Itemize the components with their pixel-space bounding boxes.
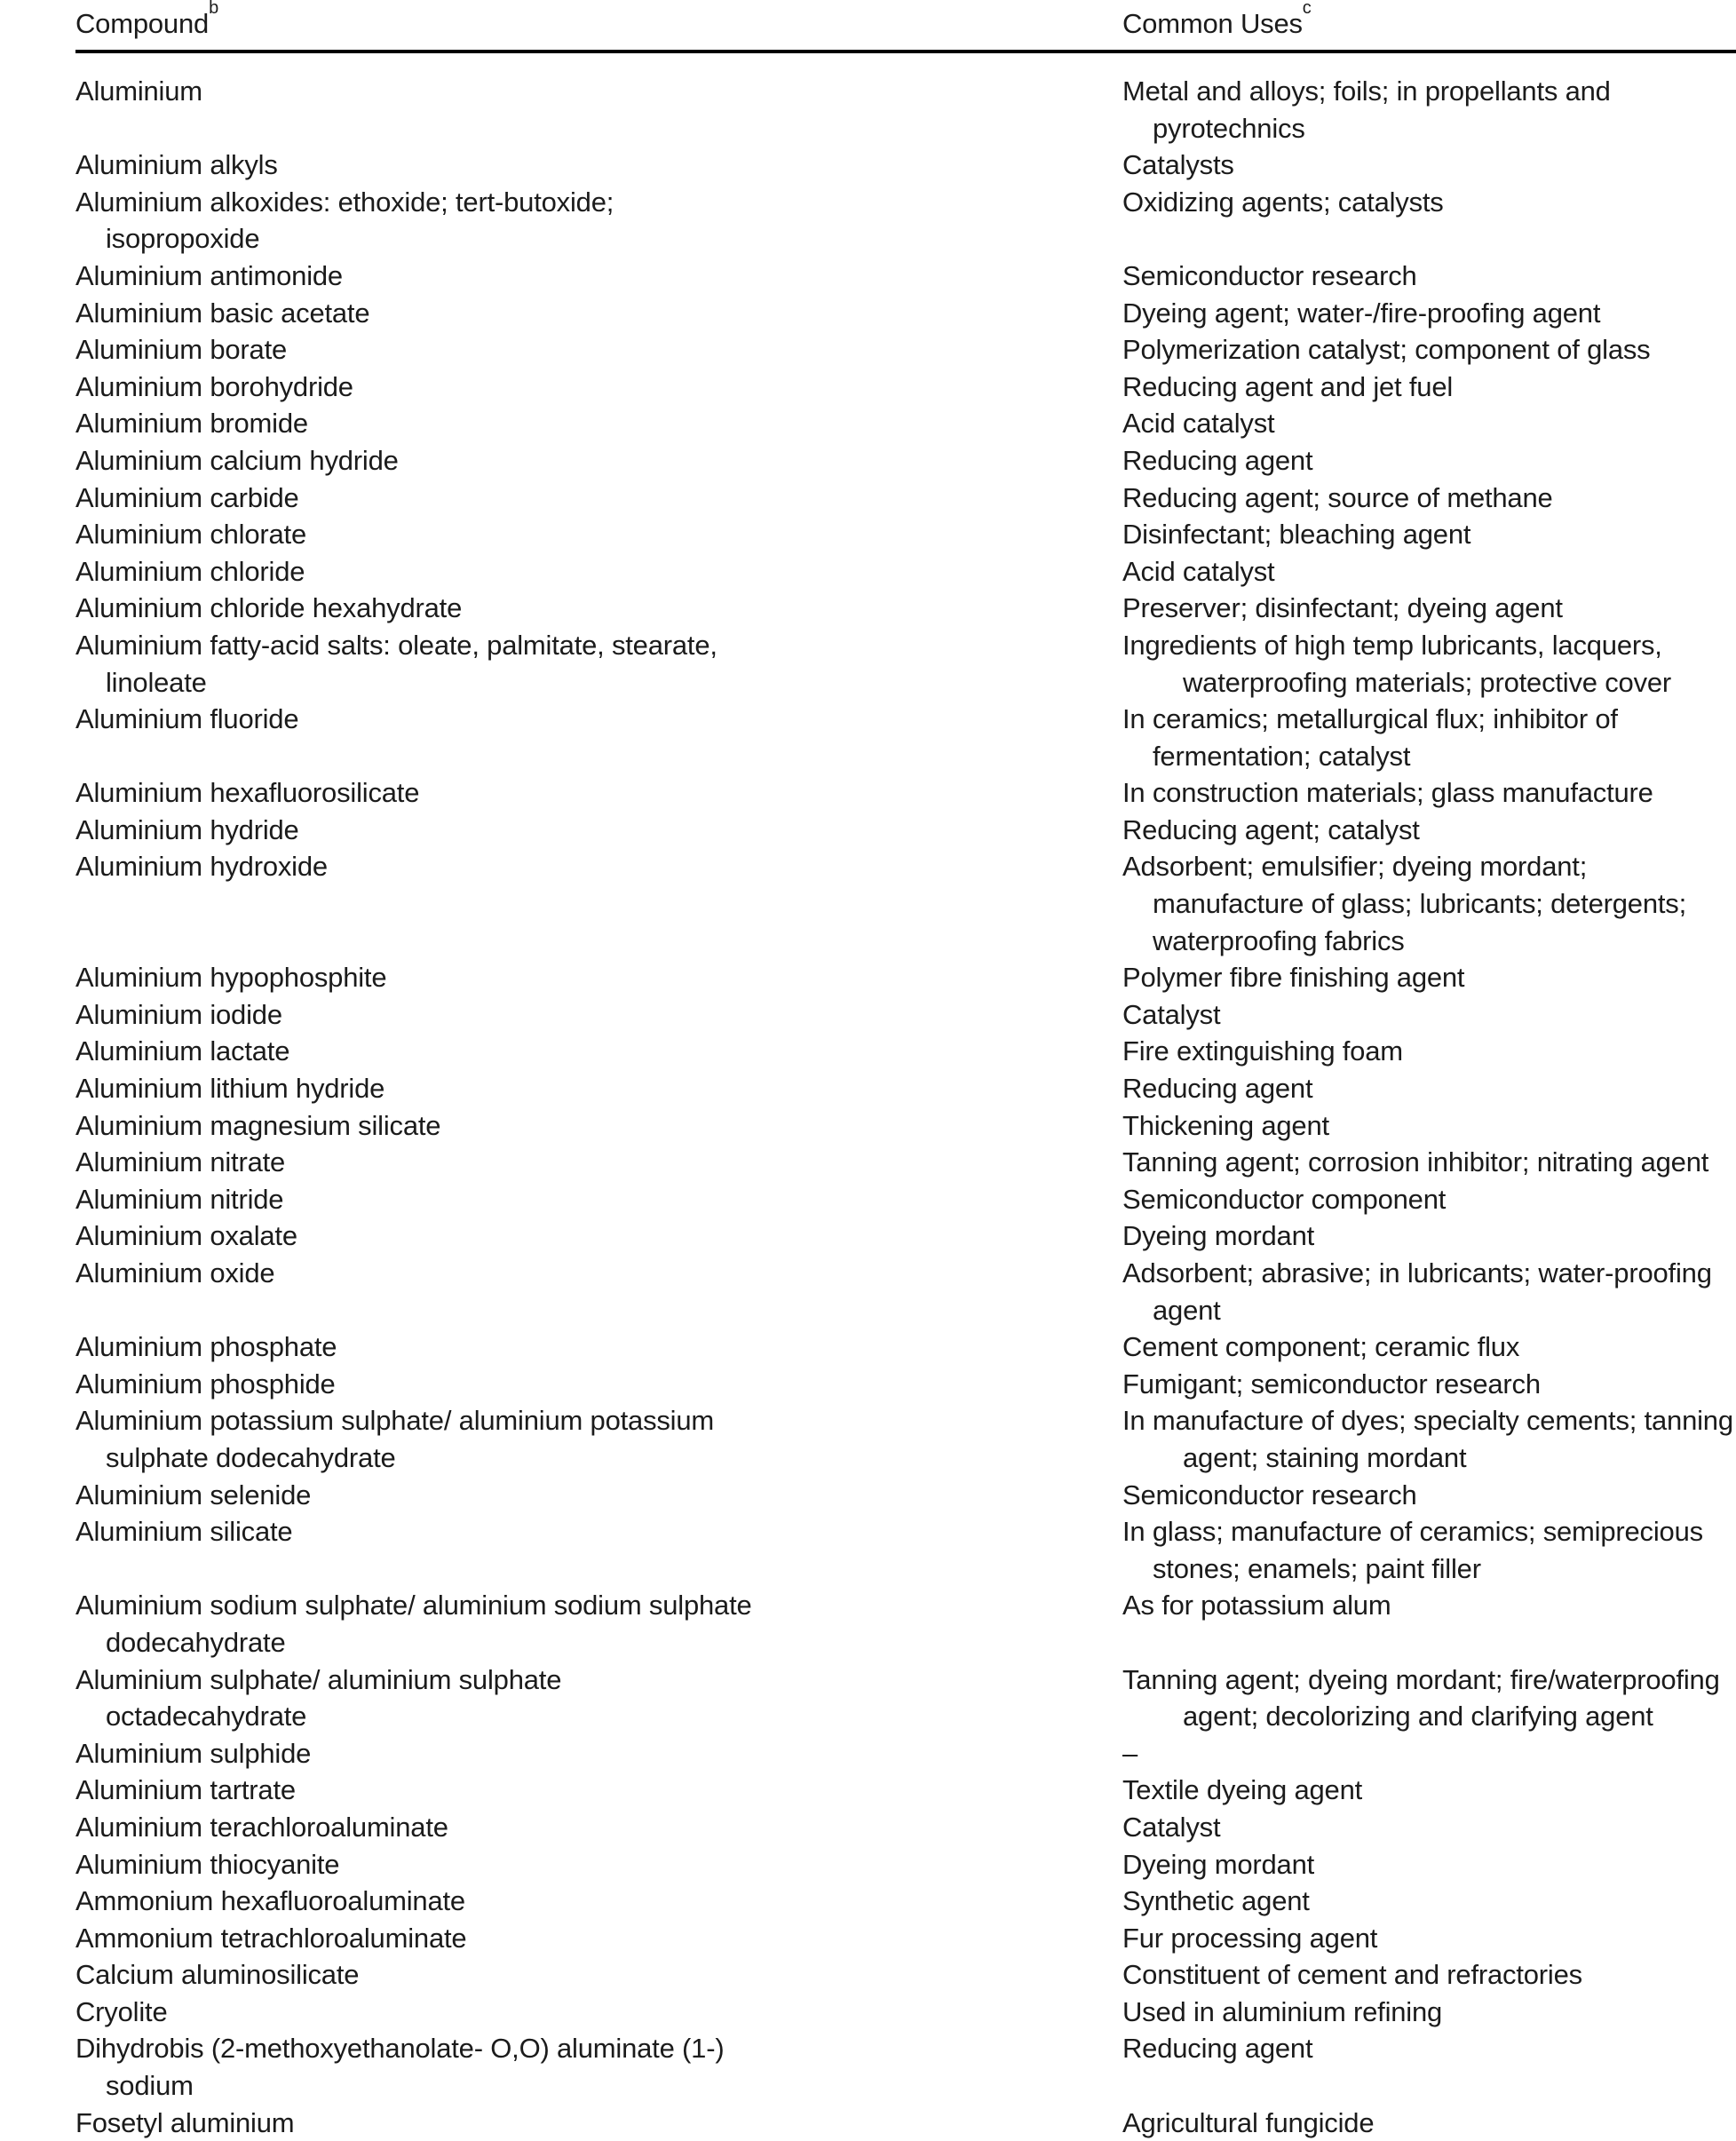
table-row xyxy=(0,1883,1736,1920)
uses-cell: Used in aluminium refining xyxy=(1122,1995,1443,2027)
compound-cell: Aluminium sulphate/ aluminium sulphate xyxy=(75,1663,562,1695)
uses-cell: Reducing agent xyxy=(1122,444,1313,476)
compound-cell: Aluminium nitrate xyxy=(75,1146,286,1178)
table-row xyxy=(0,1328,1736,1366)
table-row xyxy=(0,1550,1736,1588)
compound-cell: octadecahydrate xyxy=(106,1701,307,1733)
uses-cell: Agricultural fungicide xyxy=(1122,2106,1375,2138)
compound-cell: Aluminium chlorate xyxy=(75,519,307,551)
table-row xyxy=(0,1735,1736,1772)
table-row xyxy=(0,1624,1736,1661)
uses-cell: waterproofing materials; protective cover xyxy=(1183,666,1672,698)
table-row xyxy=(0,442,1736,480)
table-row xyxy=(0,147,1736,184)
compound-cell: Aluminium fatty-acid salts: oleate, palmitate, stearate, xyxy=(75,629,717,661)
table-row xyxy=(0,1144,1736,1181)
compound-cell: Aluminium sodium sulphate/ aluminium sodium sulphate xyxy=(75,1590,752,1622)
uses-cell: Adsorbent; emulsifier; dyeing mordant; xyxy=(1122,851,1588,883)
compound-cell: Aluminium lactate xyxy=(75,1035,290,1067)
compound-cell: Aluminium magnesium silicate xyxy=(75,1109,441,1141)
table-row xyxy=(0,480,1736,517)
table-row xyxy=(0,295,1736,332)
uses-cell: In ceramics; metallurgical flux; inhibitor of xyxy=(1122,703,1618,735)
table-row xyxy=(0,1033,1736,1070)
compound-cell xyxy=(75,110,1122,147)
uses-cell: Acid catalyst xyxy=(1122,555,1275,587)
table-row xyxy=(0,996,1736,1034)
compound-cell: Aluminium sulphide xyxy=(75,1737,312,1769)
table-row xyxy=(0,1366,1736,1403)
uses-cell: Reducing agent xyxy=(1122,2033,1313,2065)
table-row xyxy=(0,1439,1736,1477)
uses-cell: Semiconductor research xyxy=(1122,259,1417,291)
table-row xyxy=(0,701,1736,738)
uses-cell: Semiconductor component xyxy=(1122,1183,1447,1215)
column-header-common-uses xyxy=(1122,0,1312,42)
uses-cell: Synthetic agent xyxy=(1122,1885,1310,1917)
compound-cell: Aluminium fluoride xyxy=(75,703,299,735)
table-row xyxy=(0,959,1736,996)
table-row xyxy=(0,553,1736,591)
compound-cell: Aluminium oxide xyxy=(75,1257,275,1289)
compound-cell: Aluminium xyxy=(75,75,202,107)
uses-cell: Tanning agent; dyeing mordant; fire/waterproofing xyxy=(1122,1663,1720,1695)
table-row xyxy=(0,1809,1736,1846)
uses-cell: Polymer fibre finishing agent xyxy=(1122,962,1465,994)
uses-cell: Thickening agent xyxy=(1122,1109,1329,1141)
table-row xyxy=(0,1846,1736,1883)
uses-cell: Reducing agent xyxy=(1122,1073,1313,1105)
compound-cell: Aluminium borate xyxy=(75,334,288,366)
uses-cell: stones; enamels; paint filler xyxy=(1153,1552,1481,1584)
table-row xyxy=(0,1513,1736,1550)
table-row xyxy=(0,369,1736,406)
compound-cell: Cryolite xyxy=(75,1995,168,2027)
compound-cell xyxy=(75,738,1122,775)
compound-cell: Aluminium phosphate xyxy=(75,1331,337,1363)
compound-cell: dodecahydrate xyxy=(106,1626,286,1658)
table-row xyxy=(0,812,1736,849)
compound-cell: Aluminium hypophosphite xyxy=(75,962,387,994)
compound-cell: Aluminium silicate xyxy=(75,1516,293,1548)
compound-cell: Aluminium terachloroaluminate xyxy=(75,1811,448,1843)
uses-cell: fermentation; catalyst xyxy=(1153,740,1411,772)
uses-cell: waterproofing fabrics xyxy=(1153,924,1405,956)
table-row xyxy=(0,1255,1736,1292)
uses-cell: Adsorbent; abrasive; in lubricants; water-proofing xyxy=(1122,1257,1712,1289)
uses-cell: – xyxy=(1122,1737,1138,1769)
uses-cell: In construction materials; glass manufacture xyxy=(1122,777,1653,809)
table-row xyxy=(0,2067,1736,2105)
uses-cell: pyrotechnics xyxy=(1153,112,1305,144)
compound-cell: Ammonium hexafluoroaluminate xyxy=(75,1885,465,1917)
uses-cell: Polymerization catalyst; component of glass xyxy=(1122,334,1651,366)
uses-cell: Constituent of cement and refractories xyxy=(1122,1959,1582,1991)
compound-cell: Aluminium hydroxide xyxy=(75,851,328,883)
table-row xyxy=(0,73,1736,110)
table-row xyxy=(0,331,1736,369)
header-rule xyxy=(75,50,1736,53)
table-row xyxy=(0,1292,1736,1329)
table-row xyxy=(0,774,1736,812)
uses-cell: Fur processing agent xyxy=(1122,1922,1378,1954)
table-row xyxy=(0,1772,1736,1809)
compound-cell: Aluminium hydride xyxy=(75,813,299,845)
uses-cell: Dyeing agent; water-/fire-proofing agent xyxy=(1122,297,1601,329)
compound-cell xyxy=(75,1550,1122,1588)
table-body xyxy=(0,73,1736,2141)
compound-cell xyxy=(75,885,1122,923)
uses-cell: Fumigant; semiconductor research xyxy=(1122,1368,1541,1400)
compound-cell: Aluminium lithium hydride xyxy=(75,1073,385,1105)
table-row xyxy=(0,1181,1736,1218)
compound-cell: isopropoxide xyxy=(106,223,260,255)
uses-cell: Semiconductor research xyxy=(1122,1479,1417,1511)
uses-cell: As for potassium alum xyxy=(1122,1590,1391,1622)
uses-cell: Disinfectant; bleaching agent xyxy=(1122,519,1471,551)
table-row xyxy=(0,2105,1736,2141)
compound-header-label: Compound xyxy=(75,8,210,39)
table-row xyxy=(0,1107,1736,1145)
compound-cell: Aluminium thiocyanite xyxy=(75,1848,340,1880)
uses-cell: Catalysts xyxy=(1122,149,1234,181)
compound-cell: Aluminium calcium hydride xyxy=(75,444,399,476)
compound-cell: Aluminium nitride xyxy=(75,1183,284,1215)
table-row xyxy=(0,405,1736,442)
table-row xyxy=(0,1698,1736,1735)
table-row xyxy=(0,1070,1736,1107)
compound-cell: Aluminium potassium sulphate/ aluminium potassium xyxy=(75,1405,715,1437)
table-row xyxy=(0,627,1736,664)
compound-cell: Aluminium chloride hexahydrate xyxy=(75,592,463,624)
compound-cell xyxy=(75,1292,1122,1329)
uses-cell: Reducing agent and jet fuel xyxy=(1122,370,1454,402)
table-row xyxy=(0,1920,1736,1957)
uses-cell: Preserver; disinfectant; dyeing agent xyxy=(1122,592,1563,624)
uses-cell: Catalyst xyxy=(1122,1811,1221,1843)
compound-cell: Calcium aluminosilicate xyxy=(75,1959,360,1991)
compound-header-footnote-marker: b xyxy=(209,0,219,18)
table-row xyxy=(0,184,1736,221)
compound-cell: Aluminium alkyls xyxy=(75,149,278,181)
compound-cell: Aluminium antimonide xyxy=(75,259,343,291)
compound-cell: Aluminium basic acetate xyxy=(75,297,370,329)
table-row xyxy=(0,110,1736,147)
compound-cell xyxy=(75,923,1122,960)
uses-cell: Textile dyeing agent xyxy=(1122,1774,1363,1806)
table-row xyxy=(0,923,1736,960)
compound-cell: Aluminium borohydride xyxy=(75,370,353,402)
uses-cell: Metal and alloys; foils; in propellants and xyxy=(1122,75,1611,107)
compound-cell: Aluminium oxalate xyxy=(75,1220,297,1252)
compound-cell: Aluminium iodide xyxy=(75,998,282,1030)
table-row xyxy=(0,1477,1736,1514)
table-row xyxy=(0,220,1736,258)
uses-cell: Catalyst xyxy=(1122,998,1221,1030)
uses-cell: Ingredients of high temp lubricants, lacquers, xyxy=(1122,629,1662,661)
common-uses-header-footnote-marker: c xyxy=(1302,0,1312,18)
uses-cell: agent xyxy=(1153,1294,1221,1326)
uses-cell: In glass; manufacture of ceramics; semiprecious xyxy=(1122,1516,1703,1548)
table-row xyxy=(0,1956,1736,1994)
compound-cell: Aluminium tartrate xyxy=(75,1774,296,1806)
table-row xyxy=(0,1402,1736,1439)
compound-cell: Aluminium chloride xyxy=(75,555,305,587)
table-row xyxy=(0,1661,1736,1699)
table-row xyxy=(0,848,1736,885)
compound-cell: Aluminium hexafluorosilicate xyxy=(75,777,420,809)
table-row xyxy=(0,738,1736,775)
compound-cell: sodium xyxy=(106,2070,194,2102)
table-row xyxy=(0,885,1736,923)
uses-cell: Tanning agent; corrosion inhibitor; nitrating agent xyxy=(1122,1146,1709,1178)
table-row xyxy=(0,590,1736,627)
compound-cell: Aluminium bromide xyxy=(75,408,308,440)
compound-cell: linoleate xyxy=(106,666,207,698)
table-row xyxy=(0,1217,1736,1255)
column-header-compound xyxy=(75,0,1122,42)
uses-cell: Reducing agent; catalyst xyxy=(1122,813,1420,845)
table-header-row xyxy=(0,0,1736,42)
uses-cell: agent; decolorizing and clarifying agent xyxy=(1183,1701,1653,1733)
compound-cell: Aluminium phosphide xyxy=(75,1368,336,1400)
uses-cell: In manufacture of dyes; specialty cements; tanning xyxy=(1122,1405,1733,1437)
compound-cell: Aluminium selenide xyxy=(75,1479,312,1511)
compound-cell: Fosetyl aluminium xyxy=(75,2106,295,2138)
table-row xyxy=(0,1994,1736,2031)
table-row xyxy=(0,516,1736,553)
common-uses-header-label: Common Uses xyxy=(1122,8,1303,39)
uses-cell: Acid catalyst xyxy=(1122,408,1275,440)
compound-cell: Ammonium tetrachloroaluminate xyxy=(75,1922,467,1954)
table-row xyxy=(0,664,1736,702)
table-row xyxy=(0,258,1736,295)
uses-cell: manufacture of glass; lubricants; detergents; xyxy=(1153,888,1686,920)
uses-cell: Reducing agent; source of methane xyxy=(1122,481,1553,513)
uses-cell: Oxidizing agents; catalysts xyxy=(1122,186,1444,218)
uses-cell: Fire extinguishing foam xyxy=(1122,1035,1403,1067)
uses-cell: Dyeing mordant xyxy=(1122,1848,1315,1880)
uses-cell: Dyeing mordant xyxy=(1122,1220,1315,1252)
table-row xyxy=(0,2030,1736,2067)
compound-cell: sulphate dodecahydrate xyxy=(106,1441,396,1473)
compound-cell: Aluminium carbide xyxy=(75,481,299,513)
compound-cell: Dihydrobis (2-methoxyethanolate- O,O) aluminate (1-) xyxy=(75,2033,725,2065)
uses-cell: agent; staining mordant xyxy=(1183,1441,1467,1473)
table-row xyxy=(0,1587,1736,1624)
compound-cell: Aluminium alkoxides: ethoxide; tert-butoxide; xyxy=(75,186,614,218)
uses-cell: Cement component; ceramic flux xyxy=(1122,1331,1520,1363)
